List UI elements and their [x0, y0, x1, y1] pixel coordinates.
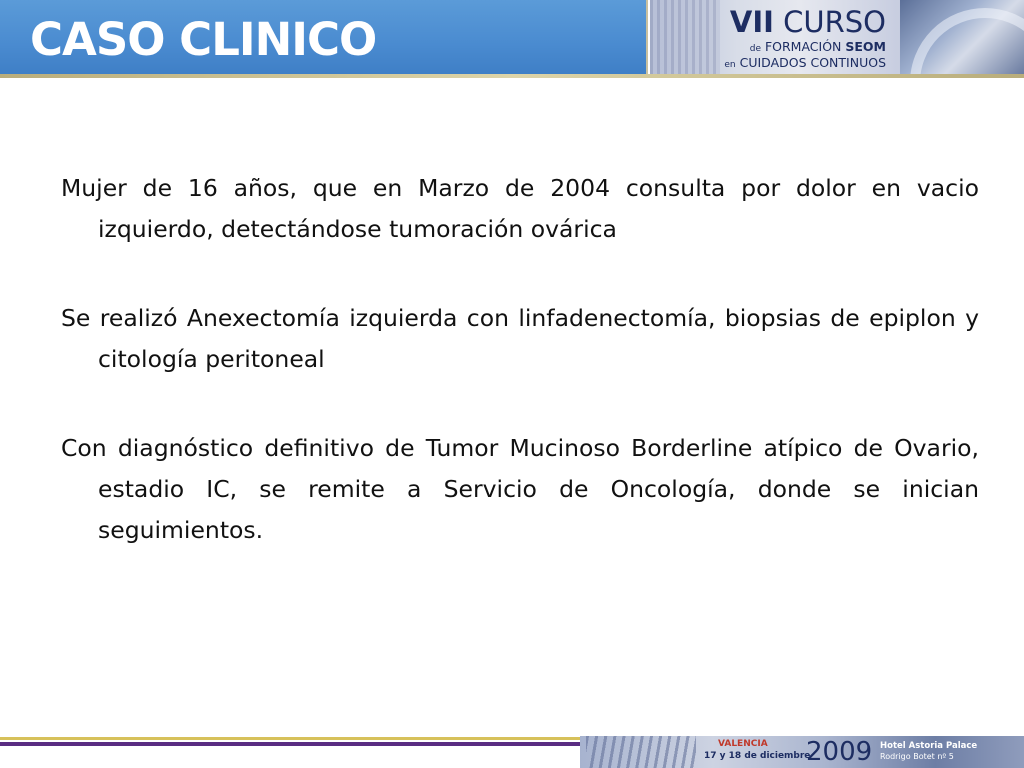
slide-body [61, 168, 979, 599]
slide-header [0, 0, 1024, 76]
footer-dates: 17 y 18 de diciembre [704, 751, 811, 761]
footer-city: VALENCIA [718, 739, 768, 749]
logo-stripes [650, 0, 720, 74]
course-logo [650, 0, 900, 74]
footer-banner [580, 736, 1024, 768]
course-subheading-1: de FORMACIÓN SEOM [749, 39, 886, 54]
footer-stripes [586, 736, 696, 768]
footer-address: Rodrigo Botet nº 5 [880, 752, 954, 761]
footer-purple-rule [0, 742, 580, 746]
slide-title: CASO CLINICO [30, 13, 377, 66]
footer-hotel: Hotel Astoria Palace [880, 741, 978, 751]
building-image [900, 0, 1024, 74]
paragraph-presentation: Mujer de 16 años, que en Marzo de 2004 consulta por dolor en vacio izquierdo, detectándose tumoración ovárica [61, 174, 979, 243]
course-word: CURSO [783, 5, 886, 39]
footer-year: 2009 [806, 737, 873, 767]
course-subheading-2: en CUIDADOS CONTINUOS [724, 55, 886, 70]
building-arc [910, 8, 1024, 74]
course-edition: VII [729, 5, 774, 39]
title-bar [0, 0, 648, 74]
course-heading [730, 6, 886, 38]
header-divider [0, 74, 1024, 78]
footer-gold-rule [0, 737, 580, 740]
paragraph-diagnosis: Con diagnóstico definitivo de Tumor Mucinoso Borderline atípico de Ovario, estadio IC, se remite a Servicio de Oncología, donde se inician seguimientos. [61, 434, 979, 544]
paragraph-surgery: Se realizó Anexectomía izquierda con linfadenectomía, biopsias de epiplon y citología peritoneal [61, 304, 979, 373]
